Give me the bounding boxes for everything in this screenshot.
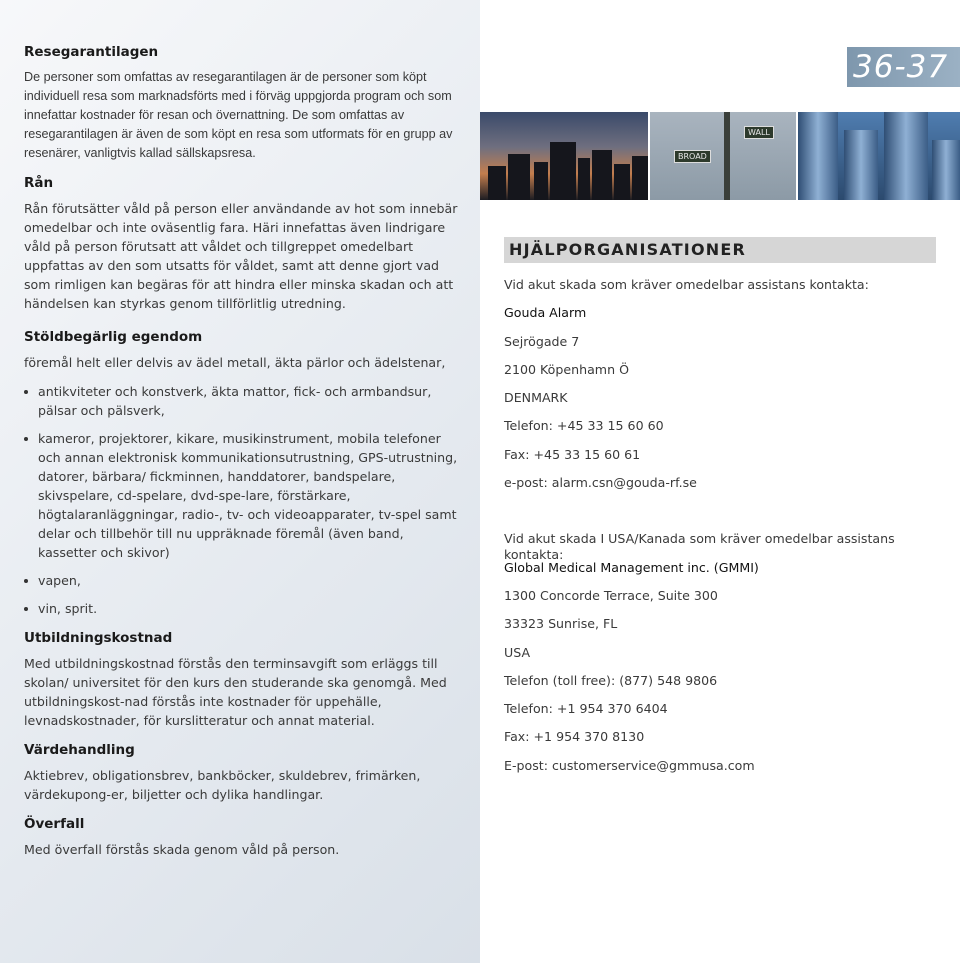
list-item: antikviteter och konstverk, äkta mattor, fick- och armbandsur, pälsar och pälsverk, bbox=[24, 382, 460, 420]
wall-street-sign: WALL bbox=[744, 126, 774, 139]
gmmi-street: 1300 Concorde Terrace, Suite 300 bbox=[504, 587, 718, 603]
resegaranti-text: De personer som omfattas av resegarantilagen är de personer som köpt individuell resa som marknadsförts med i förväg uppgjorda program och som innefattar kostnader för resan och övernattning. De som omfattas av resegarantilagen är även de som köpt en resa som utformats för en grupp av resenärer, vanligtvis kallad sällskapsresa. bbox=[24, 70, 453, 160]
contact-intro-2: Vid akut skada I USA/Kanada som kräver omedelbar assistans kontakta: bbox=[504, 531, 895, 563]
page-number: 36-37 bbox=[847, 47, 960, 87]
street-sign-photo bbox=[650, 112, 796, 200]
gmmi-email: E-post: customerservice@gmmusa.com bbox=[504, 757, 755, 773]
city-photo-banner bbox=[480, 112, 960, 200]
gouda-fax: Fax: +45 33 15 60 61 bbox=[504, 446, 641, 462]
gmmi-fax: Fax: +1 954 370 8130 bbox=[504, 729, 645, 745]
skyline-photo bbox=[480, 112, 648, 200]
list-item: vin, sprit. bbox=[24, 599, 460, 618]
gmmi-tollfree: Telefon (toll free): (877) 548 9806 bbox=[504, 672, 718, 688]
gouda-city: 2100 Köpenhamn Ö bbox=[504, 361, 629, 377]
right-column bbox=[480, 0, 960, 963]
list-item: kameror, projektorer, kikare, musikinstrument, mobila telefoner och annan elektronisk kommunikationsutrustning, GPS-utrustning, datorer, bärbara/ fickminnen, handdatorer, bandspelare, skivspelare, cd-spelare, dvd-spe-lare, förstärkare, högtalaranläggningar, radio-, tv- och videoapparater, tv-spel samt delar och tillbehör till nu uppräknade föremål (även band, kassetter och skivor) bbox=[24, 429, 460, 562]
overfall-text: Med överfall förstås skada genom våld på person. bbox=[24, 842, 340, 857]
gouda-email: e-post: alarm.csn@gouda-rf.se bbox=[504, 475, 697, 491]
gouda-phone: Telefon: +45 33 15 60 60 bbox=[504, 418, 664, 434]
gmmi-phone: Telefon: +1 954 370 6404 bbox=[504, 701, 668, 717]
left-content bbox=[24, 44, 460, 871]
contact-intro-1: Vid akut skada som kräver omedelbar assistans kontakta: bbox=[504, 277, 869, 292]
help-org-heading-bar bbox=[504, 237, 936, 263]
gmmi-country: USA bbox=[504, 644, 531, 660]
stold-intro: föremål helt eller delvis av ädel metall, äkta pärlor och ädelstenar, bbox=[24, 355, 446, 370]
contact-list bbox=[504, 277, 944, 786]
stold-title: Stöldbegärlig egendom bbox=[24, 329, 203, 345]
resegaranti-title: Resegarantilagen bbox=[24, 44, 159, 60]
gouda-country: DENMARK bbox=[504, 390, 568, 406]
skyscraper-photo bbox=[798, 112, 960, 200]
varde-text: Aktiebrev, obligationsbrev, bankböcker, skuldebrev, frimärken, värdekupong-er, biljetter och dylika handlingar. bbox=[24, 768, 421, 802]
gouda-street: Sejrögade 7 bbox=[504, 333, 580, 349]
gouda-name: Gouda Alarm bbox=[504, 305, 587, 321]
ran-text: Rån förutsätter våld på person eller användande av hot som innebär omedelbar och inte oväsentlig fara. Häri innefattas även lindrigare våld på person förutsatt att våldet och tillgreppet omedelbart uppfattas av den som utsatts för våldet, samt att denne gjort vad som rimligen kan begäras för att hindra eller minska skadan och att händelsen kan styrkas genom tillförlitlig utredning. bbox=[24, 201, 458, 311]
stold-list bbox=[24, 382, 460, 618]
utbildning-text: Med utbildningskostnad förstås den terminsavgift som erläggs till skolan/ universitet för den kurs den studerande ska genomgå. Med utbildningskost-nad förstås inte kostnader för uppehälle, levnadskostnader, för kurslitteratur och annat material. bbox=[24, 656, 447, 728]
list-item: vapen, bbox=[24, 571, 460, 590]
utbildning-title: Utbildningskostnad bbox=[24, 630, 173, 646]
gmmi-name: Global Medical Management inc. (GMMI) bbox=[504, 559, 759, 575]
gmmi-city: 33323 Sunrise, FL bbox=[504, 616, 618, 632]
overfall-title: Överfall bbox=[24, 816, 85, 832]
ran-title: Rån bbox=[24, 175, 54, 191]
help-org-title: HJÄLPORGANISATIONER bbox=[509, 240, 747, 259]
broad-street-sign: BROAD bbox=[674, 150, 711, 163]
varde-title: Värdehandling bbox=[24, 742, 135, 758]
